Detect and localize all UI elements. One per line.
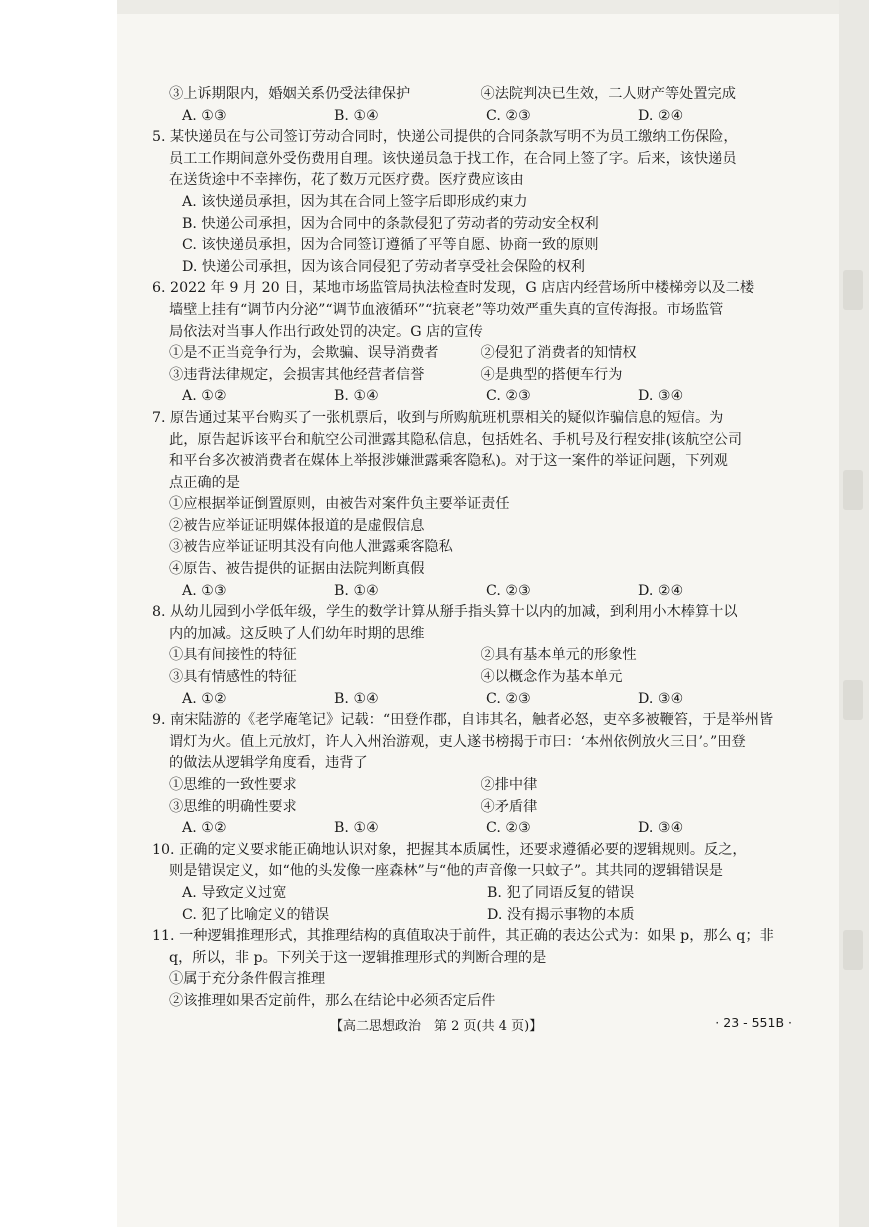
- answer-row: [152, 386, 792, 408]
- question-stem: 此，原告起诉该平台和航空公司泄露其隐私信息，包括姓名、手机号及行程安排(该航空公司: [169, 431, 743, 448]
- option-b: B. 快递公司承担，因为合同中的条款侵犯了劳动者的劳动安全权利: [182, 215, 599, 232]
- answer-b: B. ①④: [334, 582, 379, 599]
- page-footer: [152, 1015, 792, 1037]
- exam-code: · 23 - 551B ·: [715, 1015, 792, 1030]
- item: ②具有基本单元的形象性: [480, 647, 637, 664]
- item-row: [152, 797, 792, 819]
- answer-b: B. ①④: [334, 820, 379, 837]
- item-row: [152, 645, 792, 667]
- question-stem: 7. 原告通过某平台购买了一张机票后，收到与所购航班机票相关的疑似诈骗信息的短信。为: [152, 409, 724, 426]
- answer-c: C. ②③: [486, 582, 531, 599]
- question-stem: 5. 某快递员在与公司签订劳动合同时，快递公司提供的合同条款写明不为员工缴纳工伤保险，: [152, 129, 738, 146]
- option-row: [152, 84, 792, 106]
- item-row: [152, 775, 792, 797]
- question-stem: 10. 正确的定义要求能正确地认识对象，把握其本质属性，还要求遵循必要的逻辑规则。反之，: [152, 841, 747, 858]
- bleed-through-mark: [843, 680, 863, 720]
- question-stem: 的做法从逻辑学角度看，违背了: [169, 755, 368, 772]
- answer-d: D. ②④: [638, 107, 684, 124]
- option-row: [152, 883, 792, 905]
- answer-b: B. ①④: [334, 690, 379, 707]
- item: ③被告应举证证明其没有向他人泄露乘客隐私: [169, 539, 453, 556]
- answer-c: C. ②③: [486, 107, 531, 124]
- question-10: [152, 840, 792, 926]
- option-c: C. 该快递员承担，因为合同签订遵循了平等自愿、协商一致的原则: [182, 237, 599, 254]
- item-row: [152, 667, 792, 689]
- item: ④矛盾律: [480, 798, 538, 815]
- option-a: A. 导致定义过宽: [182, 884, 287, 901]
- answer-c: C. ②③: [486, 388, 531, 405]
- option-c: C. 犯了比喻定义的错误: [182, 906, 330, 923]
- item: ④法院判决已生效，二人财产等处置完成: [480, 86, 736, 102]
- item: ③违背法律规定，会损害其他经营者信誉: [169, 366, 425, 383]
- answer-b: B. ①④: [334, 388, 379, 405]
- answer-a: A. ①③: [182, 582, 227, 599]
- question-stem: 墙壁上挂有“调节内分泌”“调节血液循环”“抗衰老”等功效严重失真的宣传海报。市场监管: [169, 301, 724, 318]
- question-6: [152, 278, 792, 408]
- answer-d: D. ③④: [638, 388, 684, 405]
- answer-d: D. ②④: [638, 582, 684, 599]
- item: ③上诉期限内，婚姻关系仍受法律保护: [169, 86, 411, 102]
- item: ①应根据举证倒置原则，由被告对案件负主要举证责任: [169, 496, 510, 513]
- answer-a: A. ①③: [182, 107, 227, 124]
- answer-row: [152, 106, 792, 128]
- question-9: [152, 710, 792, 840]
- item: ④以概念作为基本单元: [480, 669, 623, 686]
- question-stem: 6. 2022 年 9 月 20 日，某地市场监管局执法检查时发现，G 店店内经营场所中楼梯旁以及二楼: [152, 280, 755, 297]
- question-stem: 点正确的是: [169, 474, 240, 491]
- answer-a: A. ①②: [182, 388, 227, 405]
- question-7: [152, 408, 792, 602]
- question-stem: q，所以，非 p。下列关于这一逻辑推理形式的判断合理的是: [169, 949, 547, 966]
- item: ④原告、被告提供的证据由法院判断真假: [169, 561, 425, 578]
- answer-row: [152, 818, 792, 840]
- question-5: [152, 127, 792, 278]
- question-stem: 则是错误定义，如“他的头发像一座森林”与“他的声音像一只蚊子”。其共同的逻辑错误是: [169, 863, 723, 880]
- scan-right-strip: [839, 0, 869, 1227]
- item: ②侵犯了消费者的知情权: [480, 345, 637, 362]
- item: ②被告应举证证明媒体报道的是虚假信息: [169, 517, 425, 534]
- exam-content: [152, 84, 792, 1013]
- scan-edge: [117, 0, 869, 14]
- answer-c: C. ②③: [486, 820, 531, 837]
- item: ①具有间接性的特征: [169, 647, 297, 664]
- question-stem: 11. 一种逻辑推理形式，其推理结构的真值取决于前件，其正确的表达公式为：如果 p，那么 q；非: [152, 928, 774, 945]
- question-stem: 和平台多次被消费者在媒体上举报涉嫌泄露乘客隐私)。对于这一案件的举证问题，下列观: [169, 453, 728, 470]
- bleed-through-mark: [843, 270, 863, 310]
- item: ③思维的明确性要求: [169, 798, 297, 815]
- item-row: [152, 365, 792, 387]
- option-b: B. 犯了同语反复的错误: [487, 884, 635, 901]
- answer-b: B. ①④: [334, 107, 379, 124]
- item: ②排中律: [480, 777, 538, 793]
- answer-d: D. ③④: [638, 690, 684, 707]
- question-stem: 8. 从幼儿园到小学低年级，学生的数学计算从掰手指头算十以内的加减，到利用小木棒算十以: [152, 604, 738, 621]
- question-8: [152, 602, 792, 710]
- question-stem: 内的加减。这反映了人们幼年时期的思维: [169, 625, 425, 642]
- footer-title: 【高二思想政治 第 2 页(共 4 页)】: [330, 1019, 543, 1034]
- item-row: [152, 343, 792, 365]
- bleed-through-mark: [843, 930, 863, 970]
- question-stem: 局依法对当事人作出行政处罚的决定。G 店的宣传: [169, 323, 483, 340]
- question-stem: 员工工作期间意外受伤费用自理。该快递员急于找工作，在合同上签了字。后来，该快递员: [169, 150, 737, 167]
- item: ②该推理如果否定前件，那么在结论中必须否定后件: [169, 992, 496, 1009]
- item: ④是典型的搭便车行为: [480, 366, 623, 383]
- item: ③具有情感性的特征: [169, 669, 297, 686]
- answer-d: D. ③④: [638, 820, 684, 837]
- prev-question: [152, 84, 792, 127]
- answer-row: [152, 581, 792, 603]
- answer-c: C. ②③: [486, 690, 531, 707]
- question-11: [152, 926, 792, 1012]
- question-stem: 在送货途中不幸摔伤，花了数万元医疗费。医疗费应该由: [169, 172, 524, 189]
- bleed-through-mark: [843, 470, 863, 510]
- question-stem: 9. 南宋陆游的《老学庵笔记》记载：“田登作郡，自讳其名，触者必怒，吏卒多被鞭笞，于是举州皆: [152, 712, 774, 729]
- answer-a: A. ①②: [182, 690, 227, 707]
- option-d: D. 快递公司承担，因为该合同侵犯了劳动者享受社会保险的权利: [182, 258, 585, 275]
- item: ①思维的一致性要求: [169, 777, 297, 793]
- item: ①属于充分条件假言推理: [169, 971, 326, 988]
- item: ①是不正当竞争行为，会欺骗、误导消费者: [169, 345, 439, 362]
- question-stem: 谓灯为火。值上元放灯，许人入州治游观，吏人遂书榜揭于市曰：‘本州依例放火三日’。”田登: [169, 733, 746, 750]
- answer-a: A. ①②: [182, 820, 227, 837]
- option-d: D. 没有揭示事物的本质: [487, 906, 635, 923]
- option-row: [152, 905, 792, 927]
- option-a: A. 该快递员承担，因为其在合同上签字后即形成约束力: [182, 193, 528, 210]
- answer-row: [152, 689, 792, 711]
